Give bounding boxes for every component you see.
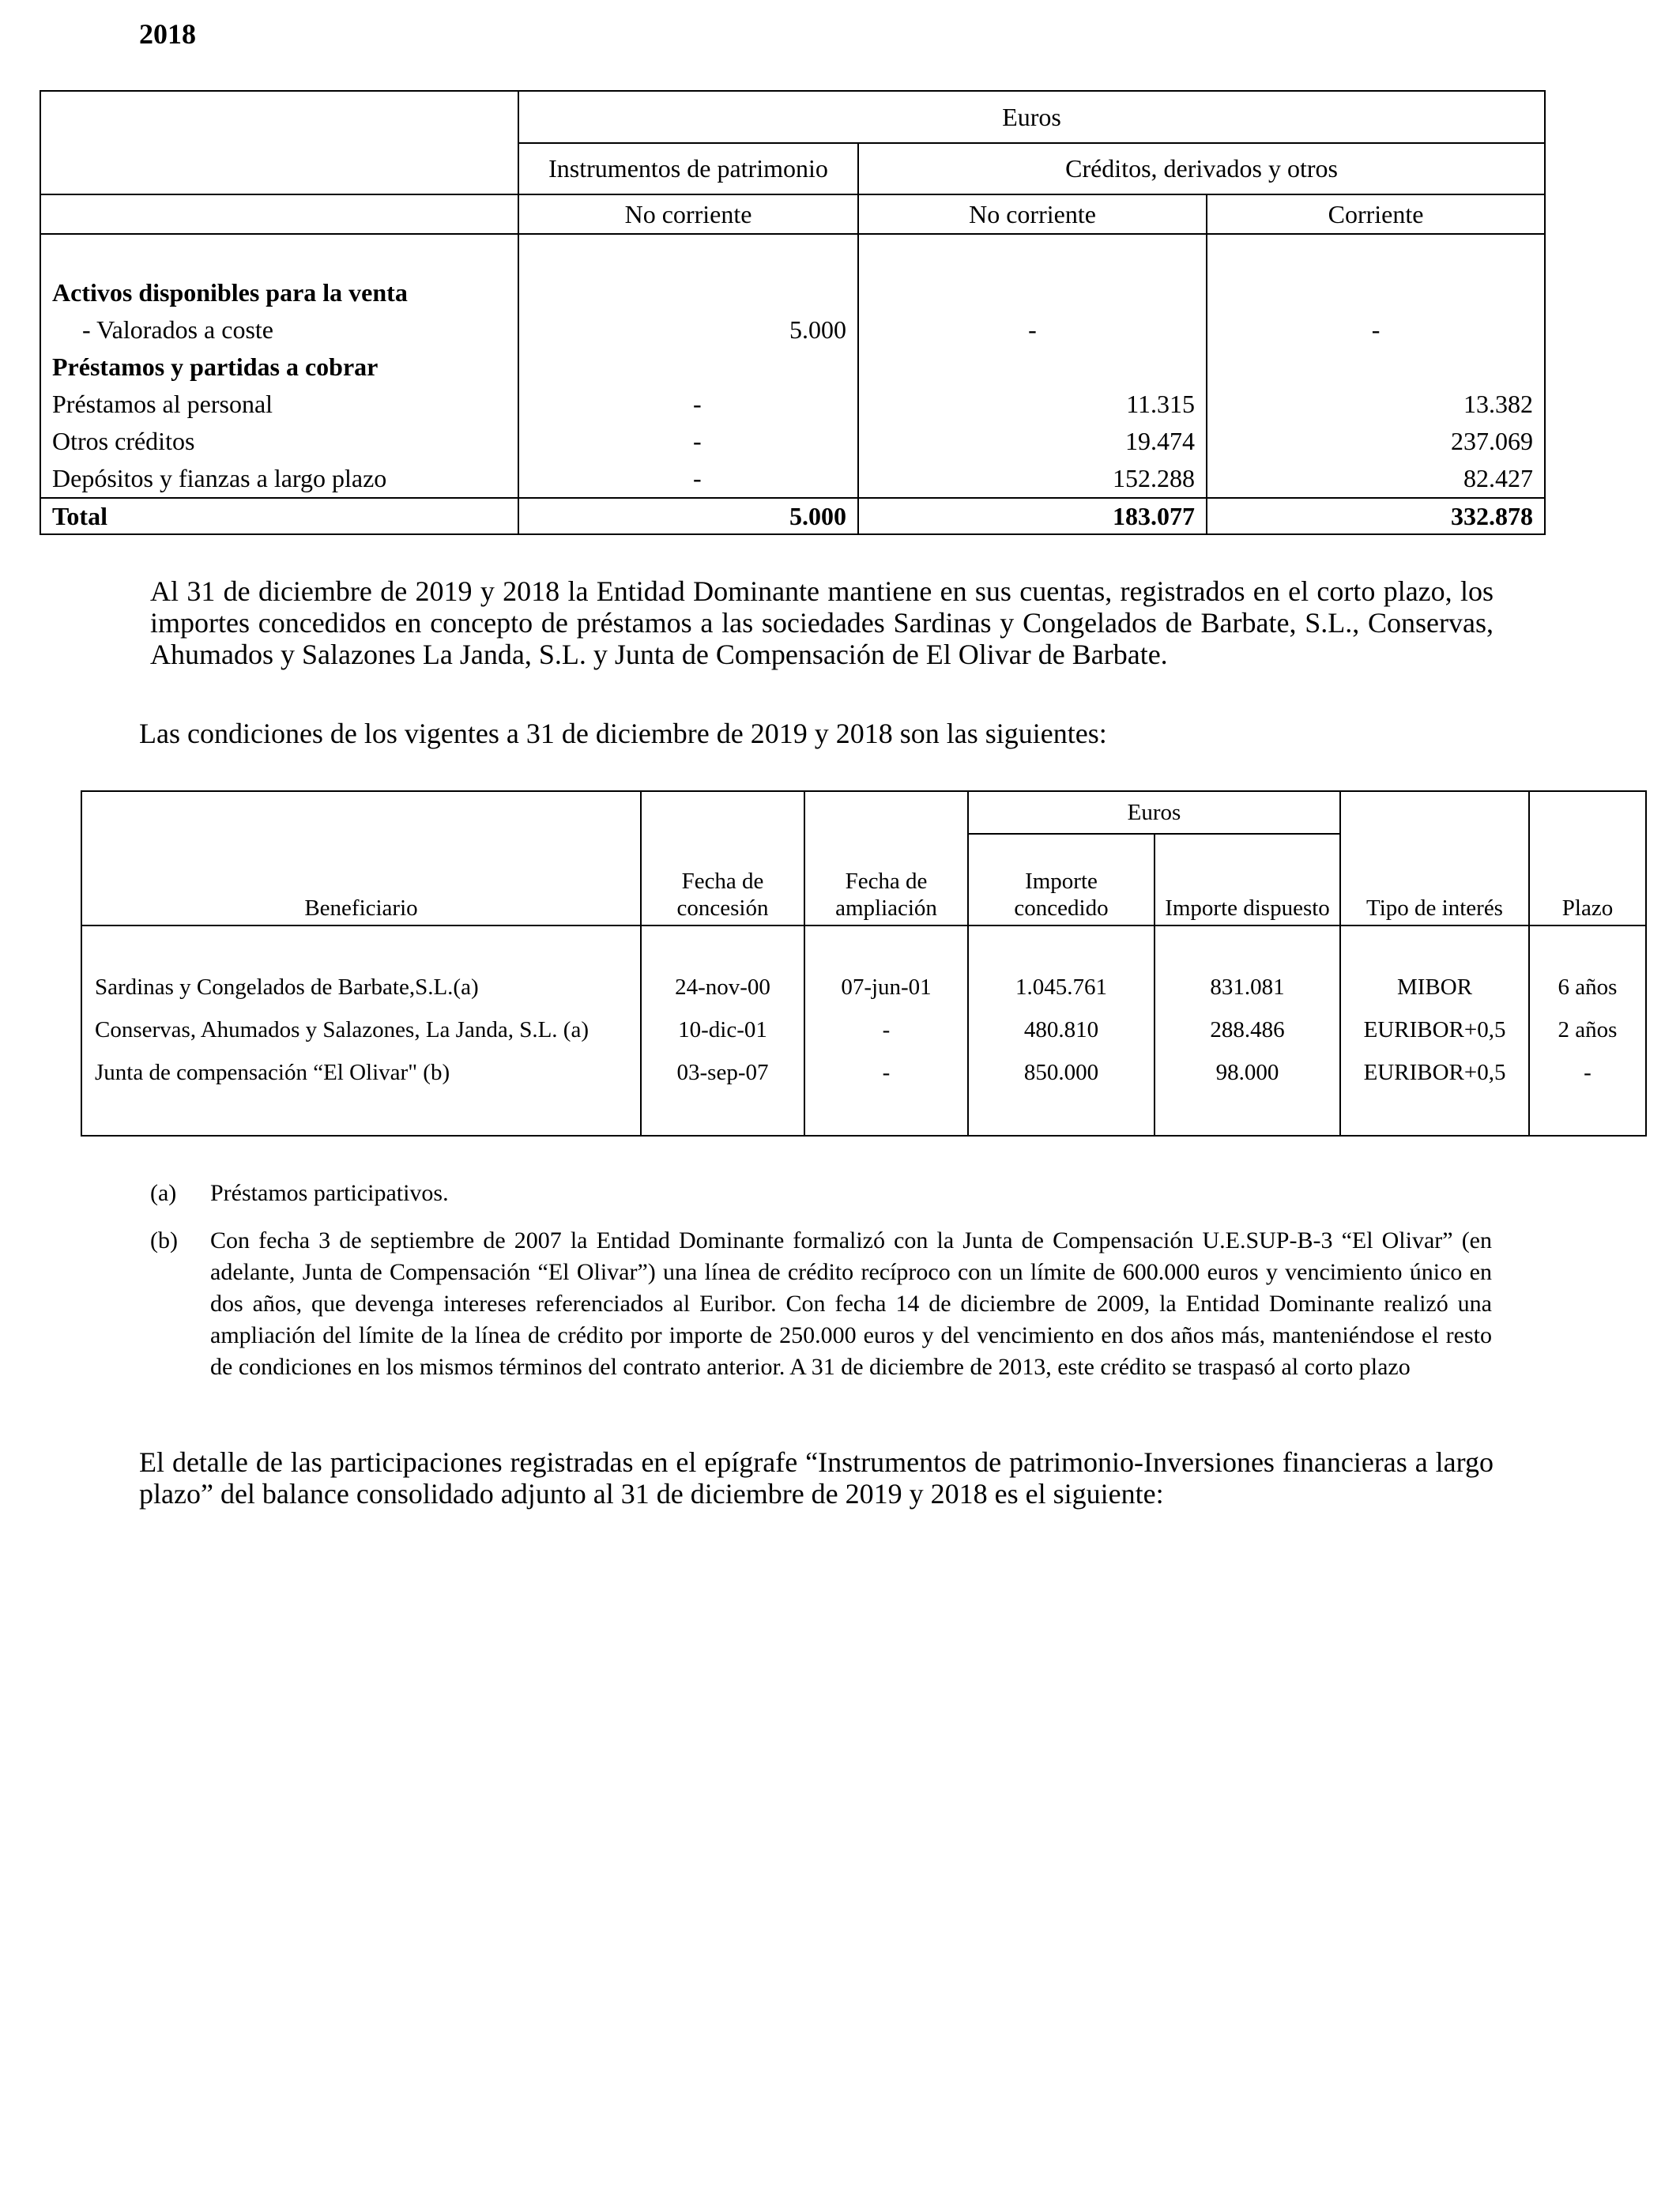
table-row-label: Total — [40, 498, 518, 534]
table-row-label: Préstamos al personal — [52, 390, 273, 418]
table-cell: 288.486 — [1155, 1008, 1340, 1051]
table-cell: 480.810 — [968, 1008, 1155, 1051]
paragraph-participations-intro: El detalle de las participaciones registradas en el epígrafe “Instrumentos de patrimonio-Inversiones financieras a largo plazo” del balance consolidado adjunto al 31 de diciembre de 2019 y 2018 es el siguiente: — [139, 1446, 1494, 1510]
table-cell: 152.288 — [1113, 464, 1195, 492]
table-cell: - — [1529, 1051, 1646, 1094]
table-cell: 98.000 — [1155, 1051, 1340, 1094]
table-cell: 5.000 — [789, 315, 846, 344]
table-cell: 831.081 — [1155, 966, 1340, 1008]
table2-header-fecha-ampliacion: Fecha de ampliación — [804, 791, 968, 925]
table-cell: 82.427 — [1463, 464, 1534, 492]
table1-col-corriente — [1207, 234, 1545, 498]
table-row — [81, 966, 1646, 1008]
table-cell: - — [804, 1008, 968, 1051]
table2-header-fecha-concesion: Fecha de concesión — [641, 791, 804, 925]
footnote-key: (b) — [150, 1227, 178, 1253]
footnote-text: Préstamos participativos. — [210, 1180, 449, 1206]
table-row-label: Otros créditos — [52, 427, 195, 455]
table2-header-importe-concedido: Importe concedido — [968, 834, 1155, 925]
footnote-text: Con fecha 3 de septiembre de 2007 la Entidad Dominante formalizó con la Junta de Compensación U.E.SUP-B-3 “El Olivar” (en adelante, Junta de Compensación “El Olivar”) una línea de crédito recíproco con un límite de 600.000 euros y vencimiento único en dos años, que devenga intereses referenciados al Euribor. Con fecha 14 de diciembre de 2009, la Entidad Dominante realizó una ampliación del límite de la línea de crédito por importe de 250.000 euros y del vencimiento en dos años más, manteniéndose el resto de condiciones en los mismos términos del contrato anterior. A 31 de diciembre de 2013, este crédito se traspasó al corto plazo — [210, 1227, 1492, 1380]
table-cell: Junta de compensación “El Olivar" (b) — [81, 1051, 641, 1094]
table-row-label: - Valorados a coste — [82, 315, 273, 344]
table-cell: EURIBOR+0,5 — [1340, 1051, 1529, 1094]
table-cell: - — [1371, 315, 1381, 344]
table-row — [81, 1008, 1646, 1051]
table2-header-importe-dispuesto: Importe dispuesto — [1155, 834, 1340, 925]
table-cell: 2 años — [1529, 1008, 1646, 1051]
table-row-label: Préstamos y partidas a cobrar — [52, 352, 379, 381]
table2-header-euros: Euros — [968, 791, 1340, 834]
table-cell: - — [693, 427, 702, 455]
table-cell: Conservas, Ahumados y Salazones, La Janda, S.L. (a) — [81, 1008, 641, 1051]
table2-header-tipo-interes: Tipo de interés — [1340, 791, 1529, 925]
footnote-b — [150, 1225, 1494, 1415]
table1-subheader-no-corriente-2: No corriente — [858, 194, 1207, 234]
table-cell: - — [804, 1051, 968, 1094]
footnote-a — [150, 1178, 1494, 1209]
table-cell: 6 años — [1529, 966, 1646, 1008]
section-year: 2018 — [139, 18, 196, 50]
table-cell: - — [693, 390, 702, 418]
table-cell: 183.077 — [858, 498, 1207, 534]
table1-header-creditos: Créditos, derivados y otros — [858, 143, 1545, 194]
loan-conditions-table — [81, 790, 1647, 1137]
table1-corner — [40, 91, 518, 194]
table-cell: - — [1028, 315, 1037, 344]
table1-subheader-corriente: Corriente — [1207, 194, 1545, 234]
table-cell: 1.045.761 — [968, 966, 1155, 1008]
table1-col-instrumentos — [518, 234, 858, 498]
footnote-key: (a) — [150, 1180, 177, 1206]
table1-labels — [40, 234, 518, 498]
table1-subheader-empty — [40, 194, 518, 234]
table-cell: 19.474 — [1125, 427, 1195, 455]
paragraph-loans-intro: Al 31 de diciembre de 2019 y 2018 la Entidad Dominante mantiene en sus cuentas, registrados en el corto plazo, los importes concedidos en concepto de préstamos a las sociedades Sardinas y Congelados de Barbate, S.L., Conservas, Ahumados y Salazones La Janda, S.L. y Junta de Compensación de El Olivar de Barbate. — [150, 575, 1494, 670]
financial-assets-table — [40, 90, 1546, 535]
table-cell: 332.878 — [1207, 498, 1545, 534]
table-row-label: Depósitos y fianzas a largo plazo — [52, 464, 387, 492]
table-cell: 24-nov-00 — [641, 966, 804, 1008]
table-row-label: Activos disponibles para la venta — [52, 278, 408, 307]
table2-header-beneficiario: Beneficiario — [81, 791, 641, 925]
table-cell: Sardinas y Congelados de Barbate,S.L.(a) — [81, 966, 641, 1008]
table-cell: 850.000 — [968, 1051, 1155, 1094]
table-row — [81, 1051, 1646, 1094]
table1-header-euros: Euros — [518, 91, 1545, 143]
table-cell: 5.000 — [518, 498, 858, 534]
table2-header-plazo: Plazo — [1529, 791, 1646, 925]
table1-total-row — [40, 498, 1545, 534]
table-cell: 237.069 — [1451, 427, 1534, 455]
table-cell: - — [693, 464, 702, 492]
table1-subheader-no-corriente-1: No corriente — [518, 194, 858, 234]
table-cell: 10-dic-01 — [641, 1008, 804, 1051]
table-cell: 07-jun-01 — [804, 966, 968, 1008]
table1-col-creditos-no-corriente — [858, 234, 1207, 498]
table-cell: MIBOR — [1340, 966, 1529, 1008]
table-cell: 11.315 — [1126, 390, 1195, 418]
table1-body — [40, 234, 1545, 498]
table-cell: EURIBOR+0,5 — [1340, 1008, 1529, 1051]
table-cell: 13.382 — [1463, 390, 1534, 418]
paragraph-conditions-intro: Las condiciones de los vigentes a 31 de diciembre de 2019 y 2018 son las siguientes: — [139, 718, 1107, 749]
table1-header-instrumentos: Instrumentos de patrimonio — [518, 143, 858, 194]
table-cell: 03-sep-07 — [641, 1051, 804, 1094]
